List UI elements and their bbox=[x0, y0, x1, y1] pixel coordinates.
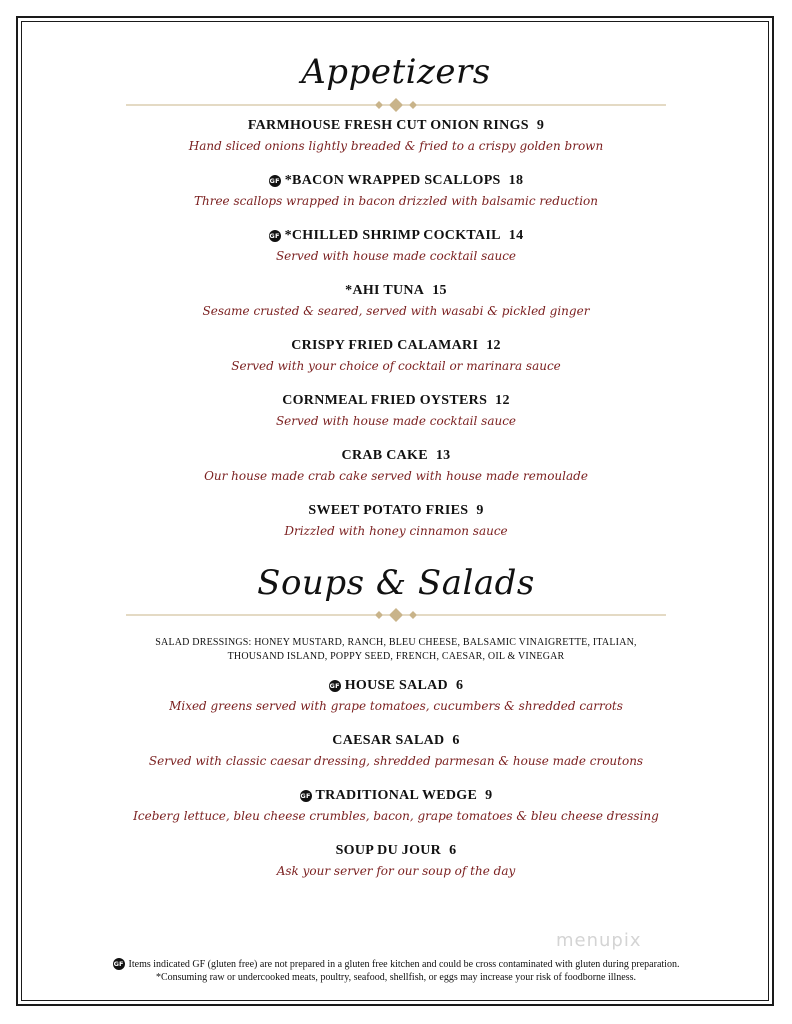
menu-item-description: Served with classic caesar dressing, shredded parmesan & house made croutons bbox=[148, 754, 644, 768]
soups-salads-title: Soups & Salads bbox=[257, 563, 535, 603]
menu-item-price: 9 bbox=[485, 788, 493, 803]
menu-item-price: 9 bbox=[476, 503, 484, 518]
menu-item-name bbox=[0, 733, 792, 749]
menu-item-description: Drizzled with honey cinnamon sauce bbox=[284, 524, 508, 538]
menu-item-title: CORNMEAL FRIED OYSTERS bbox=[282, 393, 488, 408]
menu-item-name bbox=[0, 228, 792, 244]
menu-item-name bbox=[0, 448, 792, 464]
menu-item-price: 13 bbox=[435, 448, 451, 463]
menu-item-description: Served with house made cocktail sauce bbox=[275, 414, 517, 428]
menu-item-description: Ask your server for our soup of the day bbox=[276, 864, 516, 878]
salad-dressings-line-2: THOUSAND ISLAND, POPPY SEED, FRENCH, CAESAR, OIL & VINEGAR bbox=[227, 651, 565, 662]
menu-item-price: 12 bbox=[486, 338, 501, 353]
gf-footnote bbox=[0, 958, 792, 970]
gf-icon: GF bbox=[329, 682, 340, 690]
salad-dressings bbox=[0, 636, 792, 664]
raw-food-footnote: *Consuming raw or undercooked meats, poultry, seafood, shellfish, or eggs may increase your risk of foodborne illness. bbox=[155, 972, 637, 983]
menu-item-price: 18 bbox=[508, 173, 524, 188]
menu-item-description: Iceberg lettuce, bleu cheese crumbles, bacon, grape tomatoes & bleu cheese dressing bbox=[133, 809, 659, 823]
menu-item-description: Served with your choice of cocktail or marinara sauce bbox=[231, 359, 561, 373]
menu-item-name bbox=[0, 118, 792, 134]
menu-item-title: HOUSE SALAD bbox=[344, 678, 448, 693]
menu-item-price: 6 bbox=[455, 678, 464, 693]
menu-item-title: TRADITIONAL WEDGE bbox=[315, 788, 478, 803]
menu-item-price: 6 bbox=[449, 843, 457, 858]
gf-icon: GF bbox=[300, 792, 311, 800]
menu-item-name bbox=[0, 678, 792, 694]
menu-item-title: *AHI TUNA bbox=[345, 283, 425, 298]
menu-item-title: CRISPY FRIED CALAMARI bbox=[291, 338, 479, 353]
salad-dressings-line-1: SALAD DRESSINGS: HONEY MUSTARD, RANCH, BLEU CHEESE, BALSAMIC VINAIGRETTE, ITALIAN, bbox=[155, 637, 637, 648]
menu-item-price: 9 bbox=[536, 118, 545, 133]
menu-item-name bbox=[0, 393, 792, 409]
menu-item-description: Our house made crab cake served with house made remoulade bbox=[204, 469, 588, 483]
menu-item-name bbox=[0, 173, 792, 189]
menu-item-name bbox=[0, 283, 792, 299]
menu-item-title: SWEET POTATO FRIES bbox=[308, 503, 469, 518]
gf-icon: GF bbox=[269, 177, 280, 185]
appetizers-title: Appetizers bbox=[301, 52, 491, 92]
menu-item-title: CAESAR SALAD bbox=[332, 733, 445, 748]
menu-item-title: *CHILLED SHRIMP COCKTAIL bbox=[284, 228, 501, 243]
gf-icon: GF bbox=[269, 232, 280, 240]
appetizers-divider bbox=[126, 97, 666, 113]
gf-footnote-text: Items indicated GF (gluten free) are not prepared in a gluten free kitchen and could be cross contaminated with gluten during preparation. bbox=[128, 959, 680, 970]
menu-item-description: Sesame crusted & seared, served with wasabi & pickled ginger bbox=[202, 304, 590, 318]
menu-item-name bbox=[0, 338, 792, 354]
menu-item-description: Served with house made cocktail sauce bbox=[275, 249, 517, 263]
menupix-watermark: menupix bbox=[556, 930, 642, 951]
menu-item-price: 6 bbox=[452, 733, 460, 748]
menu-item-name bbox=[0, 503, 792, 519]
menu-item-title: SOUP DU JOUR bbox=[335, 843, 442, 858]
menu-item-price: 12 bbox=[495, 393, 510, 408]
menu-item-price: 15 bbox=[432, 283, 447, 298]
menu-item-name bbox=[0, 843, 792, 859]
menu-item-description: Three scallops wrapped in bacon drizzled with balsamic reduction bbox=[193, 194, 599, 208]
menu-item-title: FARMHOUSE FRESH CUT ONION RINGS bbox=[247, 118, 529, 133]
menu-item-description: Mixed greens served with grape tomatoes, cucumbers & shredded carrots bbox=[169, 699, 623, 713]
menu-item-description: Hand sliced onions lightly breaded & fried to a crispy golden brown bbox=[188, 139, 604, 153]
gf-icon: GF bbox=[113, 960, 124, 968]
menu-item-title: CRAB CAKE bbox=[341, 448, 428, 463]
menu-item-title: *BACON WRAPPED SCALLOPS bbox=[284, 173, 501, 188]
menu-item-price: 14 bbox=[508, 228, 524, 243]
menu-item-name bbox=[0, 788, 792, 804]
soups-salads-divider bbox=[126, 607, 666, 623]
